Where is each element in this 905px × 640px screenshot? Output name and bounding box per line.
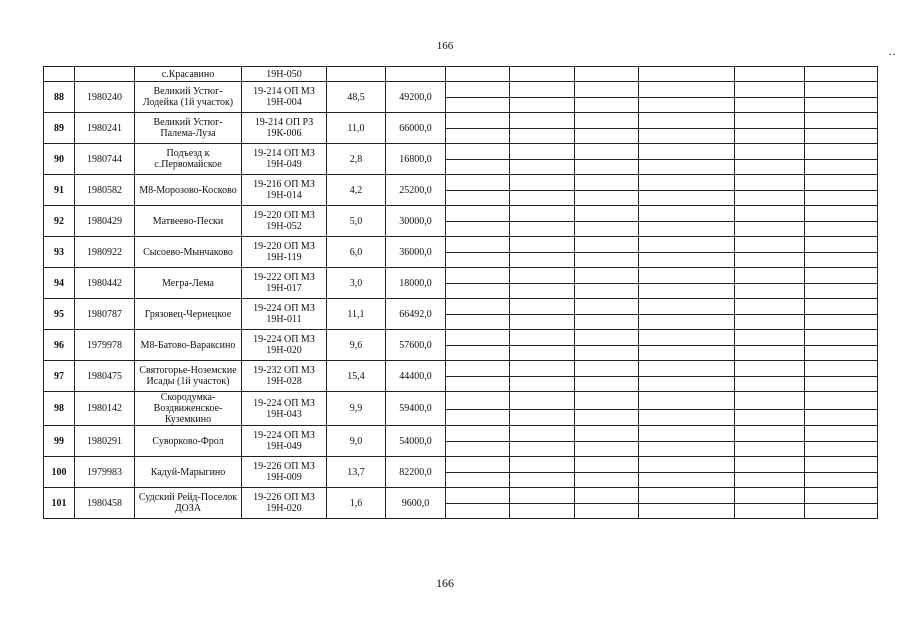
cell-code: 19-226 ОП МЗ 19Н-020 xyxy=(242,488,327,519)
cell-divider xyxy=(735,128,804,129)
cell-divider xyxy=(639,409,734,410)
cell-blank xyxy=(575,268,639,299)
cell-divider xyxy=(805,441,877,442)
cell-blank xyxy=(735,113,805,144)
cell-blank xyxy=(510,488,575,519)
cell-divider xyxy=(639,97,734,98)
cell-km: 3,0 xyxy=(327,268,386,299)
cell-id xyxy=(75,67,135,82)
cell-road: Подъезд к с.Первомайское xyxy=(135,144,242,175)
cell-blank xyxy=(575,67,639,82)
cell-km: 13,7 xyxy=(327,457,386,488)
table-body xyxy=(44,67,878,519)
cell-blank xyxy=(639,457,735,488)
cell-amount: 54000,0 xyxy=(386,426,446,457)
cell-divider xyxy=(446,314,509,315)
cell-amount: 30000,0 xyxy=(386,206,446,237)
cell-divider xyxy=(575,314,638,315)
cell-divider xyxy=(510,345,574,346)
cell-blank xyxy=(805,144,878,175)
cell-blank xyxy=(735,330,805,361)
cell-blank xyxy=(446,299,510,330)
cell-divider xyxy=(735,159,804,160)
cell-blank xyxy=(575,457,639,488)
cell-divider xyxy=(639,376,734,377)
cell-divider xyxy=(805,97,877,98)
cell-km: 9,6 xyxy=(327,330,386,361)
cell-blank xyxy=(735,144,805,175)
cell-num: 101 xyxy=(44,488,75,519)
cell-blank xyxy=(735,488,805,519)
cell-divider xyxy=(446,190,509,191)
cell-divider xyxy=(575,97,638,98)
cell-km: 9,9 xyxy=(327,392,386,426)
cell-divider xyxy=(735,314,804,315)
cell-blank xyxy=(805,237,878,268)
cell-num: 94 xyxy=(44,268,75,299)
cell-divider xyxy=(575,159,638,160)
cell-km xyxy=(327,67,386,82)
cell-blank xyxy=(639,488,735,519)
table-row xyxy=(44,237,878,268)
cell-divider xyxy=(575,376,638,377)
cell-divider xyxy=(735,345,804,346)
cell-road: Матвеево-Пески xyxy=(135,206,242,237)
cell-divider xyxy=(510,409,574,410)
cell-amount: 18000,0 xyxy=(386,268,446,299)
cell-road: М8-Морозово-Косково xyxy=(135,175,242,206)
cell-road: Грязовец-Чернецкое xyxy=(135,299,242,330)
cell-divider xyxy=(510,441,574,442)
cell-blank xyxy=(510,144,575,175)
table-row xyxy=(44,488,878,519)
cell-code: 19-226 ОП МЗ 19Н-009 xyxy=(242,457,327,488)
cell-num: 100 xyxy=(44,457,75,488)
cell-blank xyxy=(510,268,575,299)
cell-code: 19-224 ОП МЗ 19Н-049 xyxy=(242,426,327,457)
cell-blank xyxy=(510,392,575,426)
cell-divider xyxy=(805,345,877,346)
cell-blank xyxy=(510,67,575,82)
cell-divider xyxy=(446,409,509,410)
cell-divider xyxy=(805,190,877,191)
cell-divider xyxy=(639,252,734,253)
cell-blank xyxy=(639,299,735,330)
cell-blank xyxy=(510,82,575,113)
table-row xyxy=(44,330,878,361)
cell-id: 1979983 xyxy=(75,457,135,488)
cell-num: 99 xyxy=(44,426,75,457)
cell-num: 89 xyxy=(44,113,75,144)
cell-amount: 49200,0 xyxy=(386,82,446,113)
cell-blank xyxy=(575,488,639,519)
cell-km: 1,6 xyxy=(327,488,386,519)
cell-blank xyxy=(735,426,805,457)
cell-blank xyxy=(735,299,805,330)
cell-divider xyxy=(446,472,509,473)
cell-divider xyxy=(446,283,509,284)
cell-divider xyxy=(639,221,734,222)
cell-blank xyxy=(446,67,510,82)
cell-divider xyxy=(575,345,638,346)
cell-divider xyxy=(735,190,804,191)
cell-divider xyxy=(735,221,804,222)
cell-num: 96 xyxy=(44,330,75,361)
cell-road: Святогорье-Ноземские Исады (1й участок) xyxy=(135,361,242,392)
cell-blank xyxy=(575,237,639,268)
cell-blank xyxy=(575,361,639,392)
cell-blank xyxy=(735,67,805,82)
cell-divider xyxy=(639,441,734,442)
cell-divider xyxy=(805,472,877,473)
table-row xyxy=(44,361,878,392)
cell-blank xyxy=(575,113,639,144)
cell-id: 1980787 xyxy=(75,299,135,330)
cell-road: с.Красавино xyxy=(135,67,242,82)
cell-road: Великий Устюг-Палема-Луза xyxy=(135,113,242,144)
cell-blank xyxy=(805,113,878,144)
cell-divider xyxy=(510,314,574,315)
cell-divider xyxy=(805,159,877,160)
cell-blank xyxy=(639,361,735,392)
cell-amount: 66492,0 xyxy=(386,299,446,330)
cell-divider xyxy=(446,345,509,346)
cell-blank xyxy=(639,268,735,299)
cell-blank xyxy=(446,457,510,488)
cell-blank xyxy=(805,488,878,519)
cell-code: 19-216 ОП МЗ 19Н-014 xyxy=(242,175,327,206)
cell-divider xyxy=(510,252,574,253)
cell-divider xyxy=(805,376,877,377)
cell-blank xyxy=(446,206,510,237)
cell-code: 19-232 ОП МЗ 19Н-028 xyxy=(242,361,327,392)
table-row xyxy=(44,82,878,113)
cell-divider xyxy=(639,503,734,504)
cell-blank xyxy=(735,237,805,268)
cell-amount: 16800,0 xyxy=(386,144,446,175)
cell-blank xyxy=(805,268,878,299)
cell-divider xyxy=(510,376,574,377)
cell-km: 11,0 xyxy=(327,113,386,144)
cell-blank xyxy=(575,82,639,113)
cell-divider xyxy=(805,221,877,222)
cell-blank xyxy=(575,330,639,361)
cell-id: 1980291 xyxy=(75,426,135,457)
cell-blank xyxy=(510,457,575,488)
cell-divider xyxy=(575,283,638,284)
table-row xyxy=(44,268,878,299)
cell-num: 93 xyxy=(44,237,75,268)
table-row xyxy=(44,144,878,175)
cell-blank xyxy=(735,361,805,392)
table-row xyxy=(44,206,878,237)
cell-road: Сысоево-Мынчаково xyxy=(135,237,242,268)
cell-road: Судский Рейд-Поселок ДОЗА xyxy=(135,488,242,519)
cell-amount: 66000,0 xyxy=(386,113,446,144)
cell-divider xyxy=(575,441,638,442)
cell-id: 1980241 xyxy=(75,113,135,144)
cell-km: 48,5 xyxy=(327,82,386,113)
cell-divider xyxy=(735,97,804,98)
cell-code: 19-220 ОП МЗ 19Н-052 xyxy=(242,206,327,237)
corner-mark: .. xyxy=(889,46,897,58)
cell-blank xyxy=(575,392,639,426)
cell-divider xyxy=(805,409,877,410)
cell-id: 1980475 xyxy=(75,361,135,392)
cell-blank xyxy=(575,299,639,330)
cell-id: 1980240 xyxy=(75,82,135,113)
cell-blank xyxy=(805,457,878,488)
cell-divider xyxy=(510,472,574,473)
cell-divider xyxy=(735,441,804,442)
table-row xyxy=(44,457,878,488)
cell-road: Скородумка-Воздвиженское-Куземкино xyxy=(135,392,242,426)
cell-divider xyxy=(446,221,509,222)
cell-id: 1980582 xyxy=(75,175,135,206)
cell-divider xyxy=(510,128,574,129)
cell-divider xyxy=(446,128,509,129)
cell-id: 1980458 xyxy=(75,488,135,519)
cell-blank xyxy=(639,113,735,144)
table-row xyxy=(44,299,878,330)
cell-code: 19-214 ОП МЗ 19Н-049 xyxy=(242,144,327,175)
cell-divider xyxy=(735,283,804,284)
cell-km: 6,0 xyxy=(327,237,386,268)
cell-divider xyxy=(805,128,877,129)
cell-blank xyxy=(575,426,639,457)
cell-divider xyxy=(735,503,804,504)
cell-divider xyxy=(446,503,509,504)
cell-blank xyxy=(639,237,735,268)
cell-km: 2,8 xyxy=(327,144,386,175)
cell-divider xyxy=(805,252,877,253)
cell-km: 11,1 xyxy=(327,299,386,330)
cell-blank xyxy=(575,144,639,175)
cell-blank xyxy=(639,67,735,82)
cell-km: 5,0 xyxy=(327,206,386,237)
cell-code: 19-214 ОП РЗ 19К-006 xyxy=(242,113,327,144)
cell-blank xyxy=(735,457,805,488)
cell-divider xyxy=(575,409,638,410)
cell-num: 97 xyxy=(44,361,75,392)
cell-blank xyxy=(735,206,805,237)
cell-num: 98 xyxy=(44,392,75,426)
cell-blank xyxy=(446,426,510,457)
cell-blank xyxy=(639,330,735,361)
cell-divider xyxy=(639,128,734,129)
cell-blank xyxy=(446,268,510,299)
cell-divider xyxy=(735,472,804,473)
cell-km: 15,4 xyxy=(327,361,386,392)
cell-blank xyxy=(510,237,575,268)
cell-blank xyxy=(510,426,575,457)
cell-code: 19-220 ОП МЗ 19Н-119 xyxy=(242,237,327,268)
cell-id: 1980429 xyxy=(75,206,135,237)
cell-blank xyxy=(805,67,878,82)
cell-km: 4,2 xyxy=(327,175,386,206)
cell-blank xyxy=(446,144,510,175)
cell-blank xyxy=(446,175,510,206)
cell-blank xyxy=(735,175,805,206)
cell-divider xyxy=(735,409,804,410)
cell-amount xyxy=(386,67,446,82)
cell-amount: 57600,0 xyxy=(386,330,446,361)
cell-km: 9,0 xyxy=(327,426,386,457)
cell-amount: 25200,0 xyxy=(386,175,446,206)
cell-divider xyxy=(510,159,574,160)
cell-divider xyxy=(510,190,574,191)
cell-blank xyxy=(639,144,735,175)
cell-blank xyxy=(639,426,735,457)
cell-road: Мегра-Лема xyxy=(135,268,242,299)
cell-blank xyxy=(446,361,510,392)
cell-divider xyxy=(575,221,638,222)
cell-divider xyxy=(510,503,574,504)
cell-blank xyxy=(510,299,575,330)
page-number-bottom: 166 xyxy=(436,576,454,590)
cell-blank xyxy=(510,330,575,361)
cell-road: Великий Устюг-Лодейка (1й участок) xyxy=(135,82,242,113)
cell-num: 88 xyxy=(44,82,75,113)
table-row xyxy=(44,392,878,426)
cell-divider xyxy=(805,503,877,504)
cell-divider xyxy=(805,314,877,315)
cell-divider xyxy=(639,190,734,191)
cell-divider xyxy=(510,221,574,222)
cell-divider xyxy=(446,252,509,253)
cell-divider xyxy=(575,128,638,129)
cell-blank xyxy=(446,237,510,268)
page-number-top: 166 xyxy=(436,40,454,52)
cell-blank xyxy=(805,299,878,330)
cell-blank xyxy=(510,361,575,392)
cell-amount: 36000,0 xyxy=(386,237,446,268)
cell-code: 19-224 ОП МЗ 19Н-020 xyxy=(242,330,327,361)
table-row xyxy=(44,175,878,206)
cell-amount: 44400,0 xyxy=(386,361,446,392)
cell-num: 90 xyxy=(44,144,75,175)
table-row-continued xyxy=(44,67,878,82)
cell-divider xyxy=(575,252,638,253)
cell-blank xyxy=(805,206,878,237)
cell-divider xyxy=(510,97,574,98)
cell-num xyxy=(44,67,75,82)
cell-id: 1980442 xyxy=(75,268,135,299)
cell-divider xyxy=(639,159,734,160)
cell-blank xyxy=(446,392,510,426)
cell-blank xyxy=(735,82,805,113)
cell-blank xyxy=(510,206,575,237)
cell-blank xyxy=(805,392,878,426)
cell-amount: 59400,0 xyxy=(386,392,446,426)
cell-divider xyxy=(446,441,509,442)
cell-road: Кадуй-Марыгино xyxy=(135,457,242,488)
cell-id: 1980744 xyxy=(75,144,135,175)
cell-blank xyxy=(639,392,735,426)
cell-divider xyxy=(446,376,509,377)
cell-divider xyxy=(575,472,638,473)
cell-divider xyxy=(639,314,734,315)
cell-road: М8-Батово-Вараксино xyxy=(135,330,242,361)
cell-blank xyxy=(446,330,510,361)
table-row xyxy=(44,426,878,457)
cell-divider xyxy=(735,376,804,377)
cell-code: 19-224 ОП МЗ 19Н-043 xyxy=(242,392,327,426)
cell-blank xyxy=(510,175,575,206)
cell-amount: 82200,0 xyxy=(386,457,446,488)
cell-blank xyxy=(735,268,805,299)
cell-blank xyxy=(510,113,575,144)
cell-blank xyxy=(639,82,735,113)
cell-divider xyxy=(735,252,804,253)
cell-divider xyxy=(510,283,574,284)
cell-code: 19Н-050 xyxy=(242,67,327,82)
cell-id: 1979978 xyxy=(75,330,135,361)
cell-num: 91 xyxy=(44,175,75,206)
cell-blank xyxy=(805,361,878,392)
cell-blank xyxy=(805,330,878,361)
cell-blank xyxy=(735,392,805,426)
cell-divider xyxy=(575,503,638,504)
cell-blank xyxy=(446,82,510,113)
cell-divider xyxy=(639,345,734,346)
cell-divider xyxy=(805,283,877,284)
cell-blank xyxy=(639,175,735,206)
cell-divider xyxy=(446,97,509,98)
cell-code: 19-214 ОП МЗ 19Н-004 xyxy=(242,82,327,113)
cell-divider xyxy=(446,159,509,160)
cell-road: Суворково-Фрол xyxy=(135,426,242,457)
cell-divider xyxy=(575,190,638,191)
cell-code: 19-224 ОП МЗ 19Н-011 xyxy=(242,299,327,330)
cell-amount: 9600,0 xyxy=(386,488,446,519)
cell-blank xyxy=(805,82,878,113)
cell-divider xyxy=(639,472,734,473)
cell-id: 1980922 xyxy=(75,237,135,268)
table-row xyxy=(44,113,878,144)
cell-code: 19-222 ОП МЗ 19Н-017 xyxy=(242,268,327,299)
cell-id: 1980142 xyxy=(75,392,135,426)
cell-blank xyxy=(639,206,735,237)
cell-num: 95 xyxy=(44,299,75,330)
cell-blank xyxy=(446,113,510,144)
cell-num: 92 xyxy=(44,206,75,237)
cell-blank xyxy=(805,426,878,457)
cell-blank xyxy=(575,175,639,206)
cell-divider xyxy=(639,283,734,284)
cell-blank xyxy=(446,488,510,519)
cell-blank xyxy=(575,206,639,237)
cell-blank xyxy=(805,175,878,206)
road-table xyxy=(43,66,878,519)
